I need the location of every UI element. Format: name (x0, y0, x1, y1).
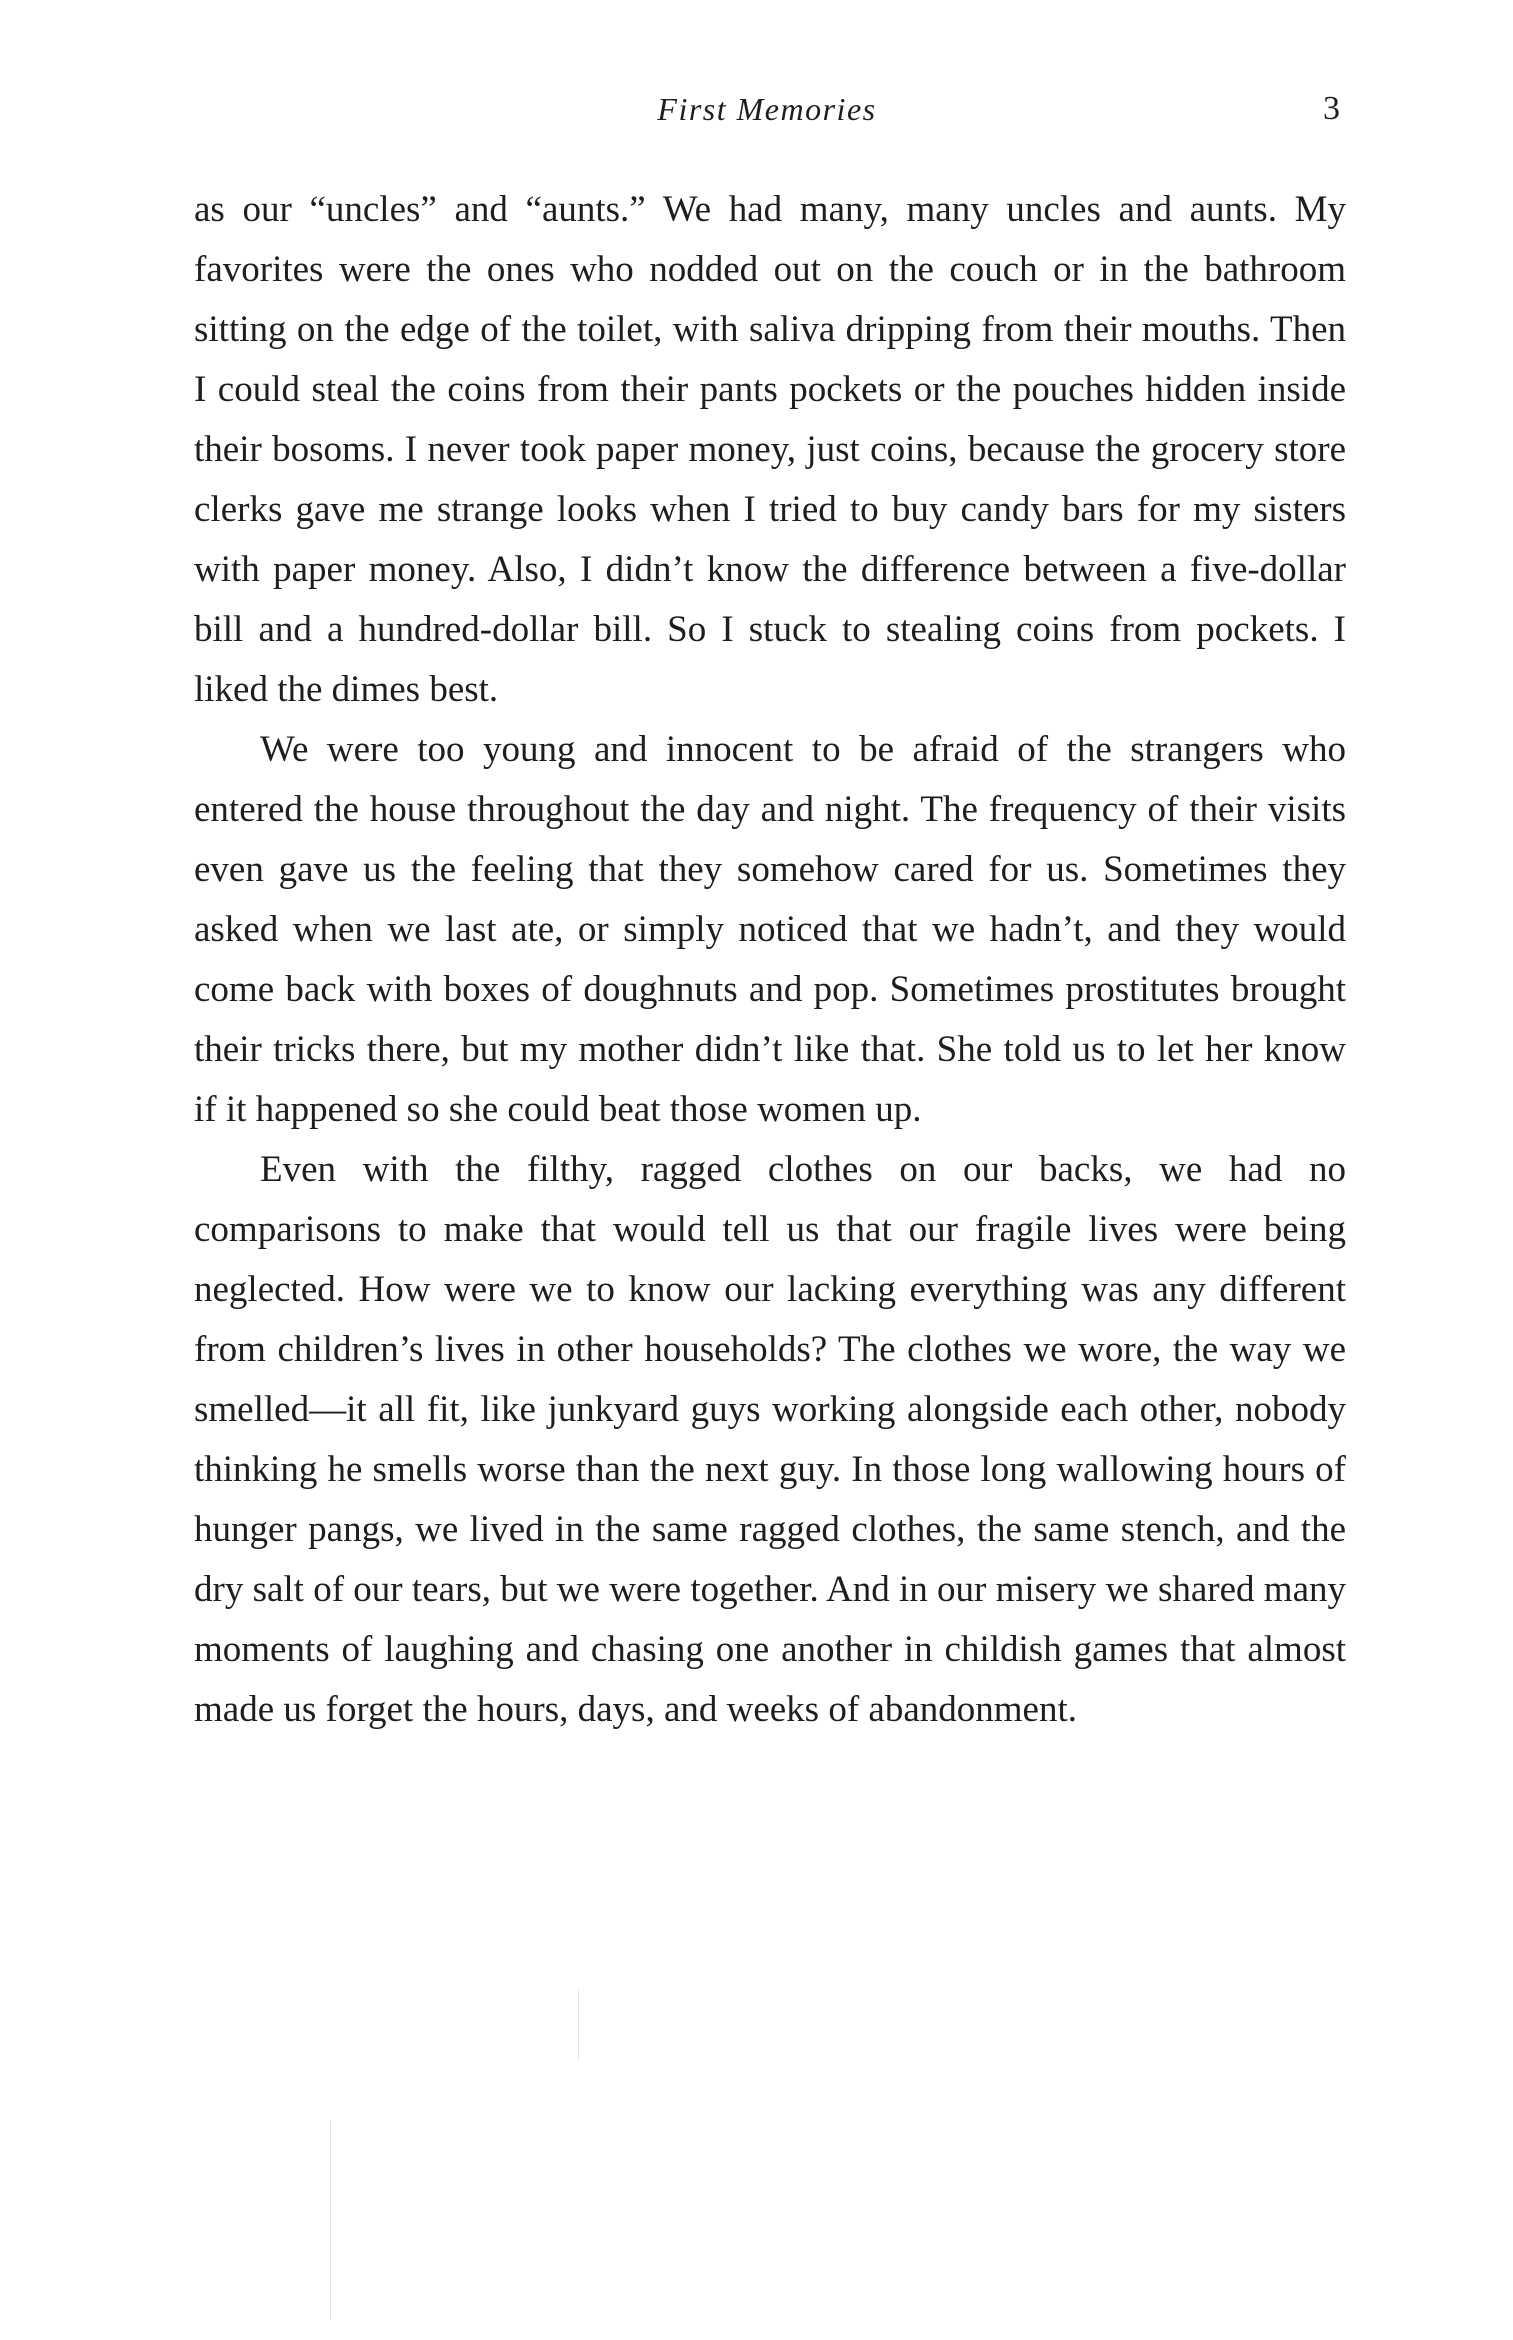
paragraph: Even with the filthy, ragged clothes on our backs, we had no comparisons to make that would tell us that our fragile lives were being neglected. How were we to know our lacking everything was any different from children’s lives in other households? The clothes we wore, the way we smelled—it all fit, like junkyard guys working alongside each other, nobody thinking he smells worse than the next guy. In those long wallowing hours of hunger pangs, we lived in the same ragged clothes, the same stench, and the dry salt of our tears, but we were together. And in our misery we shared many moments of laughing and chasing one another in childish games that almost made us forget the hours, days, and weeks of abandonment. (194, 1149, 1346, 1730)
running-title: First Memories (657, 91, 877, 127)
body-text (194, 180, 1346, 1740)
page-number: 3 (1323, 90, 1340, 127)
running-head (194, 86, 1340, 132)
paragraph: We were too young and innocent to be afraid of the strangers who entered the house throughout the day and night. The frequency of their visits even gave us the feeling that they somehow cared for us. Sometimes they asked when we last ate, or simply noticed that we hadn’t, and they would come back with boxes of doughnuts and pop. Sometimes prostitutes brought their tricks there, but my mother didn’t like that. She told us to let her know if it happened so she could beat those women up. (194, 729, 1346, 1130)
scan-artifact-line (578, 1990, 579, 2060)
paragraph-continued: as our “uncles” and “aunts.” We had many, many uncles and aunts. My favorites were the ones who nodded out on the couch or in the bathroom sitting on the edge of the toilet, with saliva dripping from their mouths. Then I could steal the coins from their pants pockets or the pouches hidden inside their bosoms. I never took paper money, just coins, because the grocery store clerks gave me strange looks when I tried to buy candy bars for my sisters with paper money. Also, I didn’t know the difference between a five-dollar bill and a hundred-dollar bill. So I stuck to stealing coins from pockets. I liked the dimes best. (194, 189, 1346, 710)
scan-artifact-line (330, 2120, 331, 2320)
